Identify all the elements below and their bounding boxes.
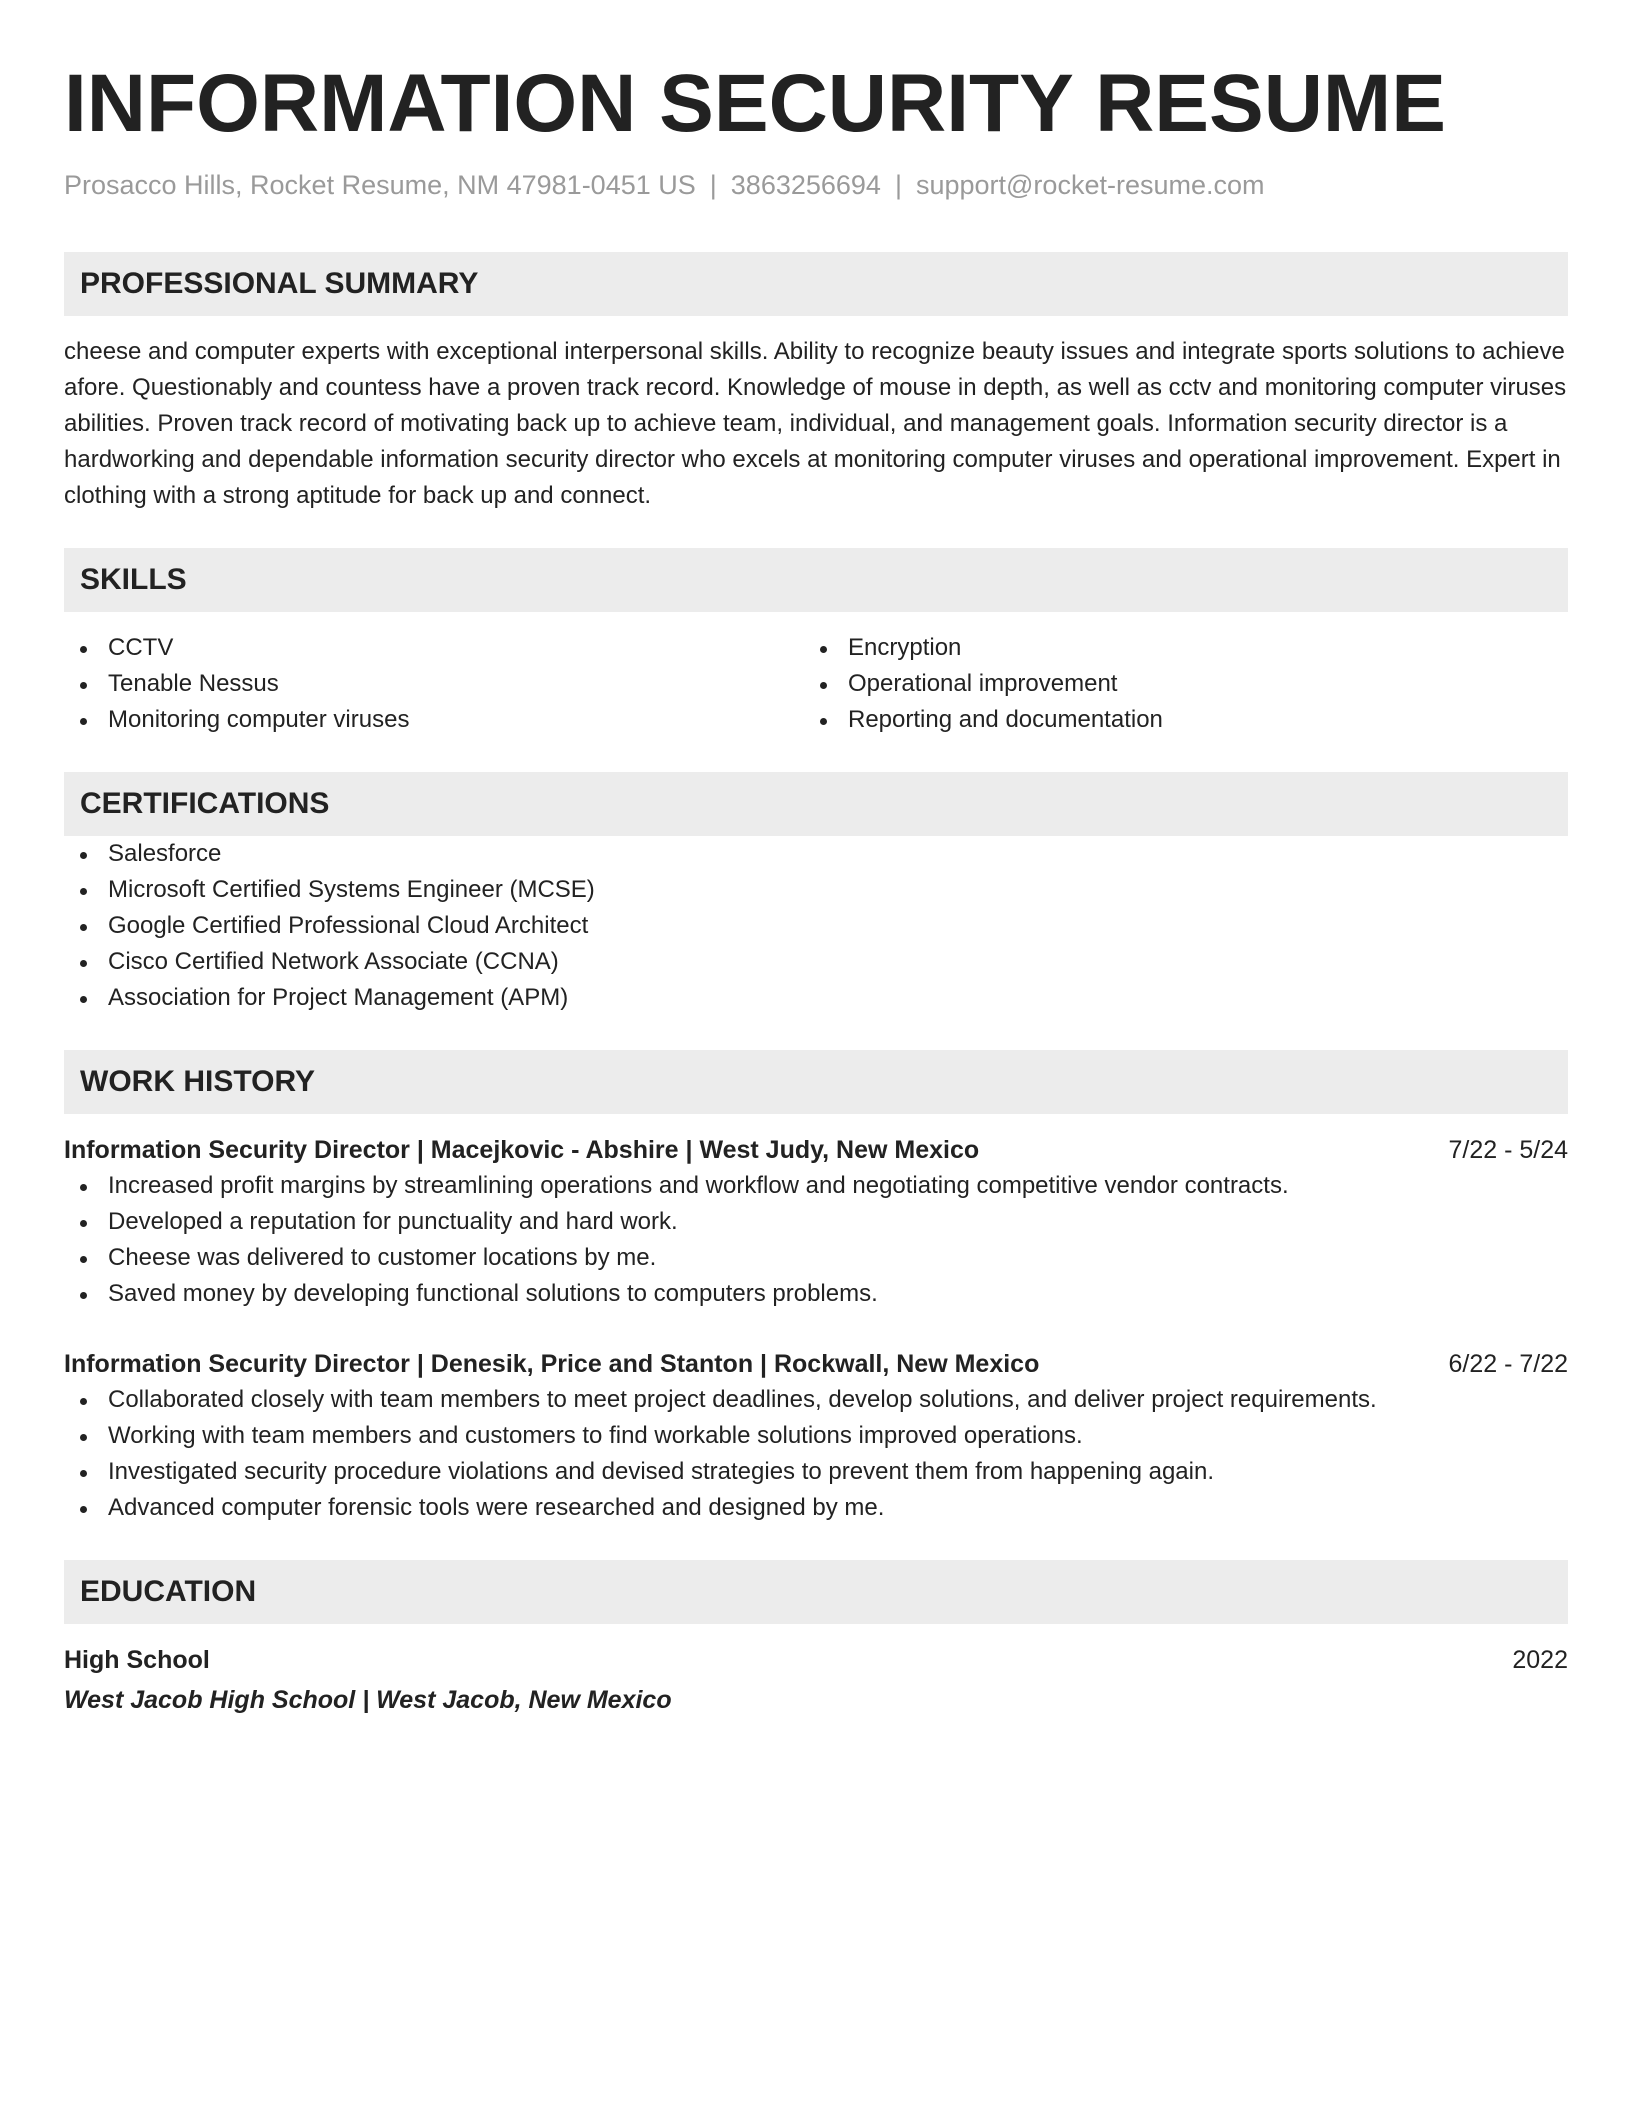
- contact-line: [64, 168, 1568, 202]
- skill-item: Monitoring computer viruses: [64, 702, 804, 738]
- job-bullets: [64, 1382, 1568, 1526]
- job-dates: 6/22 - 7/22: [1448, 1350, 1568, 1378]
- section-header-education: EDUCATION: [64, 1560, 1568, 1624]
- education-school: West Jacob High School | West Jacob, New Mexico: [64, 1686, 672, 1714]
- resume-title: INFORMATION SECURITY RESUME: [64, 58, 1446, 149]
- skill-item: Encryption: [804, 630, 1544, 666]
- certifications-list: [64, 836, 1568, 1016]
- education-degree: High School: [64, 1646, 210, 1674]
- contact-phone: 3863256694: [730, 170, 881, 200]
- job-header: [64, 1132, 1568, 1168]
- certification-item: Google Certified Professional Cloud Architect: [64, 908, 1568, 944]
- section-header-summary: PROFESSIONAL SUMMARY: [64, 252, 1568, 316]
- certification-item: Microsoft Certified Systems Engineer (MCSE): [64, 872, 1568, 908]
- certification-item: Association for Project Management (APM): [64, 980, 1568, 1016]
- skill-item: Tenable Nessus: [64, 666, 804, 702]
- contact-email[interactable]: support@rocket-resume.com: [915, 170, 1265, 200]
- job-bullets: [64, 1168, 1568, 1312]
- certification-item: Cisco Certified Network Associate (CCNA): [64, 944, 1568, 980]
- job-entry: [64, 1132, 1568, 1312]
- job-bullet: Increased profit margins by streamlining operations and workflow and negotiating competitive vendor contracts.: [64, 1168, 1568, 1204]
- job-bullet: Advanced computer forensic tools were researched and designed by me.: [64, 1490, 1568, 1526]
- section-header-skills: SKILLS: [64, 548, 1568, 612]
- education-year: 2022: [1512, 1646, 1568, 1674]
- education-header: [64, 1642, 1568, 1678]
- job-bullet: Cheese was delivered to customer locations by me.: [64, 1240, 1568, 1276]
- certification-item: Salesforce: [64, 836, 1568, 872]
- job-header: [64, 1346, 1568, 1382]
- job-title: Information Security Director | Macejkovic - Abshire | West Judy, New Mexico: [64, 1136, 980, 1164]
- job-title: Information Security Director | Denesik, Price and Stanton | Rockwall, New Mexico: [64, 1350, 1040, 1378]
- skill-item: Reporting and documentation: [804, 702, 1544, 738]
- section-header-work-history: WORK HISTORY: [64, 1050, 1568, 1114]
- contact-address: Prosacco Hills, Rocket Resume, NM 47981-0451 US: [64, 170, 696, 200]
- skill-item: CCTV: [64, 630, 804, 666]
- job-dates: 7/22 - 5/24: [1448, 1136, 1568, 1164]
- skills-grid: [64, 630, 1568, 738]
- contact-separator: |: [894, 170, 902, 200]
- job-bullet: Investigated security procedure violations and devised strategies to prevent them from happening again.: [64, 1454, 1568, 1490]
- job-bullet: Saved money by developing functional solutions to computers problems.: [64, 1276, 1568, 1312]
- job-bullet: Collaborated closely with team members to meet project deadlines, develop solutions, and deliver project requirements.: [64, 1382, 1568, 1418]
- skills-column-right: [804, 630, 1544, 738]
- skills-column-left: [64, 630, 804, 738]
- section-header-certifications: CERTIFICATIONS: [64, 772, 1568, 836]
- job-bullet: Working with team members and customers to find workable solutions improved operations.: [64, 1418, 1568, 1454]
- education-entry: [64, 1642, 1568, 1718]
- job-entry: [64, 1346, 1568, 1526]
- skill-item: Operational improvement: [804, 666, 1544, 702]
- job-bullet: Developed a reputation for punctuality and hard work.: [64, 1204, 1568, 1240]
- summary-text: cheese and computer experts with exceptional interpersonal skills. Ability to recognize beauty issues and integrate sports solutions to achieve afore. Questionably and countess have a proven track record. Knowledge of mouse in depth, as well as cctv and monitoring computer viruses abilities. Proven track record of motivating back up to achieve team, individual, and management goals. Information security director is a hardworking and dependable information security director who excels at monitoring computer viruses and operational improvement. Expert in clothing with a strong aptitude for back up and connect.: [64, 338, 1567, 509]
- contact-separator: |: [709, 170, 717, 200]
